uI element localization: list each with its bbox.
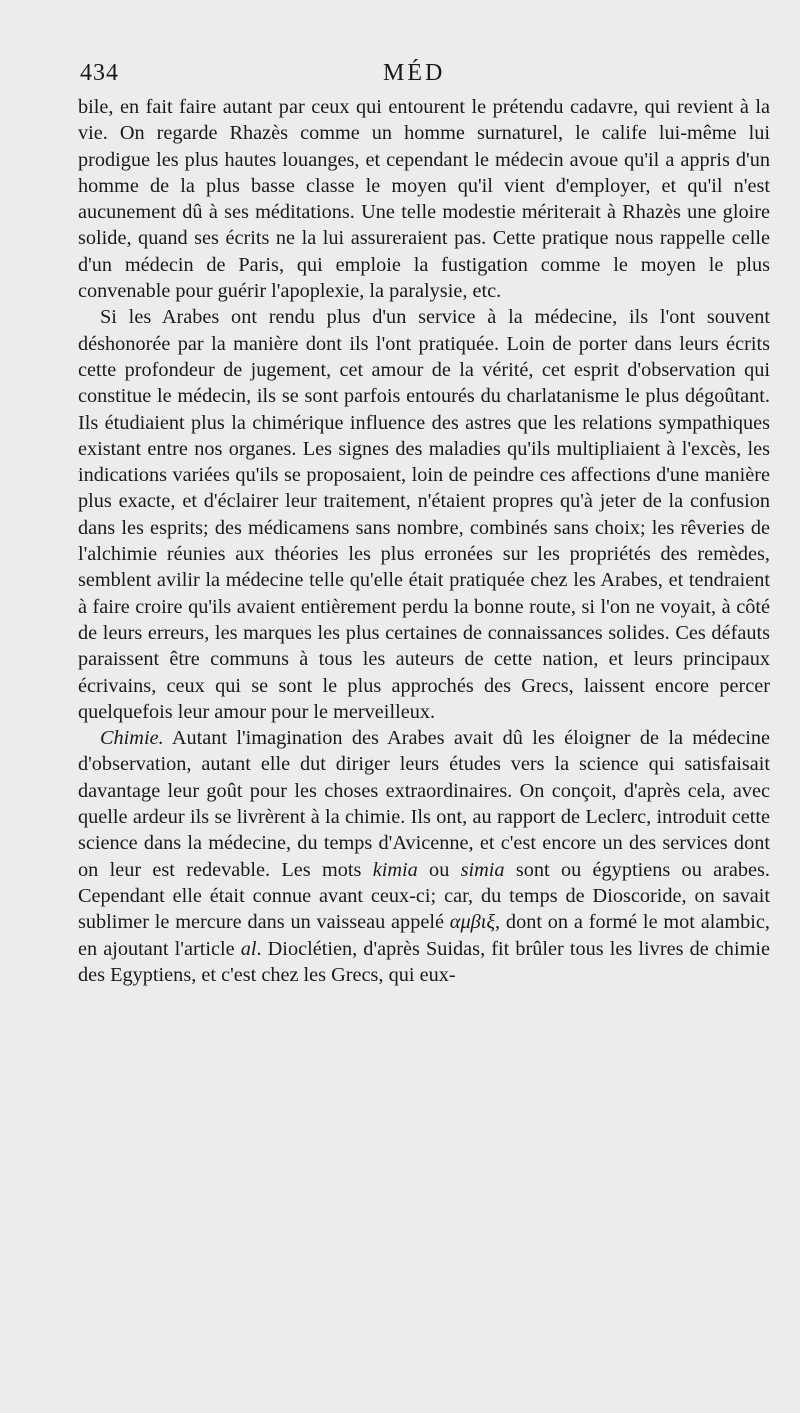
chimie-text-part-1: Autant l'imagination des Arabes avait dû les éloigner de la médecine d'observation, autant elle dut diriger leurs études vers la science qui satisfaisait davantage leur goût pour les choses extraordinaires. On conçoit, d'après cela, avec quelle ardeur ils se livrèrent à la chimie. Ils ont, au rapport de Leclerc, introduit cette science dans la médecine, du temps d'Avicenne, et c'est encore un des services dont on leur est redevable. Les mots [78, 727, 770, 881]
paragraph-chimie [78, 725, 770, 988]
chimie-text-part-3: sont ou égyptiens ou arabes. Cependant elle était connue avant ceux-ci; car, du temps de Dioscoride, on savait sublimer le mercure dans un vaisseau appelé [78, 858, 770, 934]
chimie-text-part-4: , dont on a formé le mot alambic, en ajoutant l'article [78, 911, 770, 960]
chimie-text-part-5: . Dioclétien, d'après Suidas, fit brûler tous les livres de chimie des Egyptiens, et c'est chez les Grecs, qui eux- [78, 937, 770, 986]
body-text [78, 94, 770, 988]
page-number: 434 [80, 60, 119, 86]
page-header [78, 60, 770, 94]
term-simia: simia [460, 858, 505, 881]
paragraph-rhazes: bile, en fait faire autant par ceux qui entourent le prétendu cadavre, qui revient à la vie. On regarde Rhazès comme un homme surnaturel, le calife lui-même lui prodigue les plus hautes louanges, et cependant le médecin avoue qu'il a appris d'un homme de la plus basse classe le moyen qu'il vient d'employer, et qu'il n'est aucunement dû à ses méditations. Une telle modestie mériterait à Rhazès une gloire solide, quand ses écrits ne la lui assureraient pas. Cette pratique nous rappelle celle d'un médecin de Paris, qui emploie la fustigation comme le moyen le plus convenable pour guérir l'apoplexie, la paralysie, etc. [78, 96, 770, 303]
running-head: MÉD [383, 60, 446, 86]
term-kimia: kimia [372, 858, 418, 881]
greek-term-ambix: αμβιξ [449, 911, 496, 934]
chimie-text-part-2: ou [417, 858, 461, 881]
section-lead-chimie: Chimie. [100, 727, 164, 750]
term-al: al [240, 937, 257, 960]
paragraph-arabs-medicine: Si les Arabes ont rendu plus d'un service à la médecine, ils l'ont souvent déshonorée par la manière dont ils l'ont pratiquée. Loin de porter dans leurs écrits cette profondeur de jugement, cet amour de la vérité, cet esprit d'observation qui constitue le médecin, ils se sont parfois entourés du charlatanisme le plus dégoûtant. Ils étudiaient plus la chimérique influence des astres que les relations sympathiques existant entre nos organes. Les signes des maladies qu'ils multipliaient à l'excès, les indications variées qu'ils se proposaient, loin de peindre ces affections d'une manière plus exacte, et d'éclairer leur traitement, n'étaient propres qu'à jeter de la confusion dans les esprits; des médicamens sans nombre, combinés sans choix; les rêveries de l'alchimie réunies aux théories les plus erronées sur les propriétés des remèdes, semblent avilir la médecine telle qu'elle était pratiquée chez les Arabes, et tendraient à faire croire qu'ils avaient entièrement perdu la bonne route, si l'on ne voyait, à côté de leurs erreurs, les marques les plus certaines de connaissances solides. Ces défauts paraissent être communs à tous les auteurs de cette nation, et leurs principaux écrivains, ceux qui se sont le plus approchés des Grecs, laissent encore percer quelquefois leur amour pour le merveilleux. [78, 306, 770, 723]
